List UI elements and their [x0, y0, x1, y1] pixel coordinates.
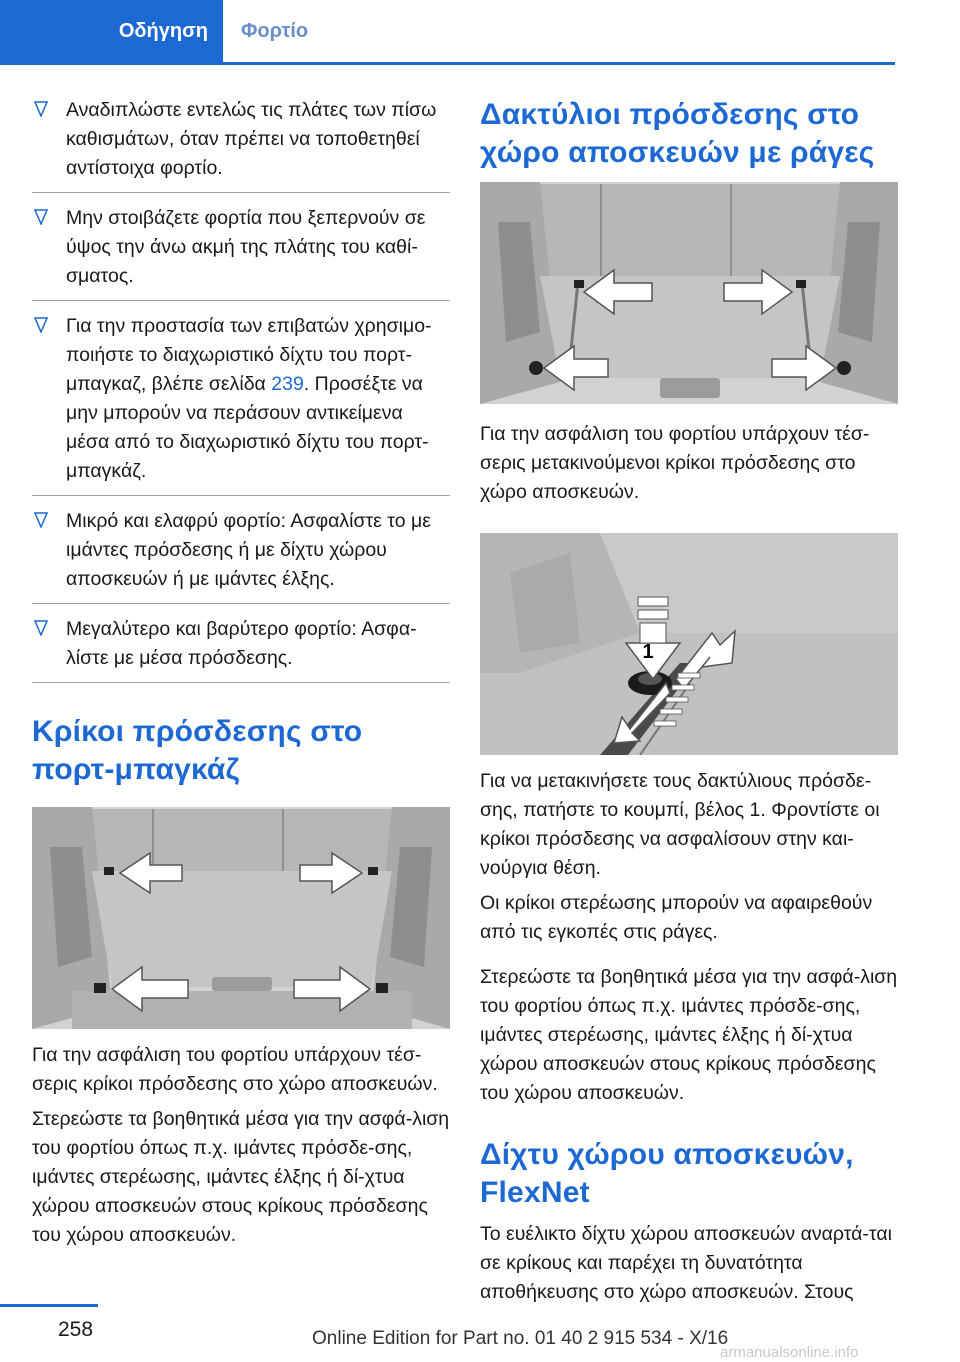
bullet-triangle-icon	[34, 209, 48, 225]
list-item	[32, 507, 450, 604]
bullet-triangle-icon	[34, 512, 48, 528]
paragraph: Οι κρίκοι στερέωσης μπορούν να αφαιρεθούν από τις εγκοπές στις ράγες.	[480, 892, 873, 943]
list-item-text: Μην στοιβάζετε φορτία που ξεπερνούν σε ύψος την άνω ακμή της πλάτης του καθί-σματος.	[66, 207, 426, 287]
ring-release-photo	[480, 533, 898, 755]
left-column	[32, 96, 450, 1250]
list-item-text: Αναδιπλώστε εντελώς τις πλάτες των πίσω καθισμάτων, όταν πρέπει να τοποθετηθεί αντίστοιχα φορτίο.	[66, 99, 437, 179]
safety-list	[32, 96, 450, 683]
edition-info: Online Edition for Part no. 01 40 2 915 534 - X/16	[312, 1328, 729, 1349]
list-item-text	[66, 315, 432, 482]
tab-cargo[interactable]: Φορτίο	[241, 19, 309, 42]
footer-rule	[0, 1304, 98, 1307]
paragraph: Για να μετακινήσετε τους δακτύλιους πρόσδε-σης, πατήστε το κουμπί, βέλος 1. Φροντίστε οι κρίκοι πρόσδεσης να ασφαλίσουν στην και-νούργια θέση.	[480, 770, 880, 879]
list-item	[32, 204, 450, 301]
list-item-text: Μικρό και ελαφρύ φορτίο: Ασφαλίστε το με ιμάντες πρόσδεσης ή με δίχτυ χώρου αποσκευών ή με ιμάντες έλξης.	[66, 510, 431, 590]
tab-driving[interactable]: Οδήγηση	[0, 0, 223, 62]
list-item	[32, 615, 450, 683]
watermark: armanualsonline.info	[720, 1344, 859, 1361]
page-number: 258	[58, 1318, 94, 1341]
footer	[0, 1304, 960, 1362]
figure-callout-label: 1	[642, 641, 654, 663]
bullet-triangle-icon	[34, 317, 48, 333]
trunk-tie-down-photo	[32, 807, 450, 1029]
list-item	[32, 312, 450, 496]
section-heading-rails: Δακτύλιοι πρόσδεσης στο χώρο αποσκευών με ράγες	[480, 98, 875, 169]
bullet-triangle-icon	[34, 620, 48, 636]
paragraph: Για την ασφάλιση του φορτίου υπάρχουν τέσ-σερις μετακινούμενοι κρίκοι πρόσδεσης στο χώρο αποσκευών.	[480, 423, 870, 503]
list-item-text-part: . Προσέξτε να μην μπορούν να περάσουν αντικείμενα μέσα από το διαχωριστικό δίχτυ του πορτ-μπαγκάζ.	[66, 373, 429, 482]
list-item-text: Μεγαλύτερο και βαρύτερο φορτίο: Ασφα-λίστε με μέσα πρόσδεσης.	[66, 618, 417, 669]
paragraph: Για την ασφάλιση του φορτίου υπάρχουν τέσ-σερις κρίκοι πρόσδεσης στο χώρο αποσκευών.	[32, 1044, 438, 1095]
page-link[interactable]: 239	[271, 373, 304, 395]
paragraph: Στερεώστε τα βοηθητικά μέσα για την ασφά-λιση του φορτίου όπως π.χ. ιμάντες πρόσδε-σης, ιμάντες στερέωσης, ιμάντες έλξης ή δί-χτυα χώρου αποσκευών στους κρίκους πρόσδεσης του χώρου αποσκευών.	[480, 966, 898, 1104]
chapter-header	[0, 0, 895, 65]
section-heading-flexnet: Δίχτυ χώρου αποσκευών, FlexNet	[480, 1138, 854, 1209]
right-column	[480, 96, 898, 1307]
section-heading-tie-down: Κρίκοι πρόσδεσης στο πορτ-μπαγκάζ	[32, 715, 363, 786]
bullet-triangle-icon	[34, 101, 48, 117]
list-item-text-part: Για την προστασία των επιβατών χρησιμο-ποιήστε το διαχωριστικό δίχτυ του πορτ-μπαγκαζ, βλέπε σελίδα	[66, 315, 432, 395]
list-item	[32, 96, 450, 193]
trunk-rails-photo	[480, 182, 898, 404]
paragraph: Το ευέλικτο δίχτυ χώρου αποσκευών αναρτά-ται σε κρίκους και παρέχει τη δυνατότητα αποθήκευσης στο χώρο αποσκευών. Στους	[480, 1223, 892, 1303]
paragraph: Στερεώστε τα βοηθητικά μέσα για την ασφά-λιση του φορτίου όπως π.χ. ιμάντες πρόσδε-σης, ιμάντες στερέωσης, ιμάντες έλξης ή δί-χτυα χώρου αποσκευών στους κρίκους πρόσδεσης του χώρου αποσκευών.	[32, 1108, 450, 1246]
